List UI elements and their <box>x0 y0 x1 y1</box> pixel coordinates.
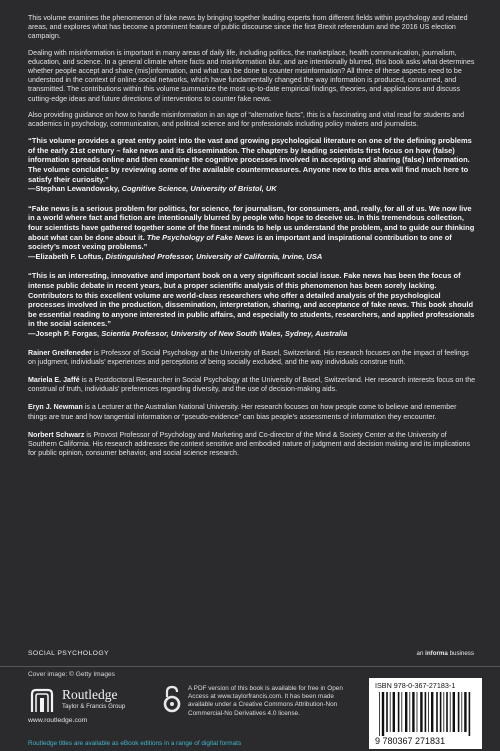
endorsement-attribution <box>28 184 476 194</box>
blurb-paragraph: This volume examines the phenomenon of fake news by bringing together leading experts from different fields within psychology and related areas, and explores what has become a prominent feature of public discourse since the first Brexit referendum and the 2016 US election campaign. <box>28 14 468 41</box>
publisher-group: Taylor & Francis Group <box>62 703 126 710</box>
endorser-role: Distinguished Professor, University of California, Irvine, USA <box>105 251 323 261</box>
barcode-bar <box>401 692 402 732</box>
endorser-role: Scientia Professor, University of New South Wales, Sydney, Australia <box>101 328 348 338</box>
endorsement <box>28 271 476 338</box>
endorsement-text: “Fake news is a serious problem for politics, for science, for journalism, for consumers, and, really, for all of us. We now live in a world where fact and fiction are intentionally blurred by people who hope to deceive us. In this tremendous collection, four scientists have gathered together some of the finest minds to help us understand the problem, and to guide our thinking about what can be done about it. The Psychology of Fake News is an important and inspirational contribution to one of society’s most vexing problems.” <box>28 203 475 252</box>
barcode-bar <box>428 692 429 732</box>
book-title: The Psychology of Fake News <box>146 232 255 242</box>
endorser-name: —Stephan Lewandowsky, <box>28 184 122 194</box>
editor-name: Norbert Schwarz <box>28 430 85 439</box>
subject-category: SOCIAL PSYCHOLOGY <box>28 650 109 657</box>
barcode-bar <box>461 692 462 732</box>
editor-bio-text: is Provost Professor of Psychology and Marketing and Co-director of the Mind & Society Center at the University of Southern California. His research addresses the context sensitive and embodied nature of judgment and decision making and its implications for public opinion, consumer behavior, and social science research. <box>28 430 471 458</box>
barcode-bar <box>436 692 438 732</box>
barcode-bar <box>382 692 384 736</box>
blurb <box>28 14 476 129</box>
barcode-bar <box>469 692 471 736</box>
routledge-logo-icon <box>28 686 58 716</box>
endorsement-attribution <box>28 252 476 262</box>
endorsement-text: “This volume provides a great entry point into the vast and growing psychological literature on one of the defining problems of the early 21st century – fake news and its dissemination. The chapters by leading scientists first focus on how (false) information spreads online and then examine the cognitive processes involved in accepting and sharing (false) information. The volume concludes by reviewing some of the available countermeasures. Anyone new to this area will find much here to satisfy their curiosity.” <box>28 136 472 184</box>
isbn-barcode <box>369 678 482 749</box>
barcode-bar <box>443 692 444 732</box>
barcode-bar <box>440 692 442 732</box>
barcode-bar <box>431 692 433 732</box>
endorser-name: —Joseph P. Forgas, <box>28 328 102 338</box>
editor-name: Rainer Greifeneder <box>28 348 92 357</box>
barcode-bar <box>405 692 407 732</box>
editor-bio <box>28 349 476 367</box>
barcode-bar <box>446 692 448 732</box>
blurb-paragraph: Also providing guidance on how to handle misinformation in an age of “alternative facts”, this is a fascinating and vital read for students and academics in psychology, communication, and political science and for professionals including policy makers and journalists. <box>28 110 465 129</box>
barcode-bar <box>379 692 380 736</box>
informa-brand: informa <box>425 650 448 657</box>
barcode-bar <box>409 692 410 732</box>
publisher-name: Routledge <box>62 687 118 702</box>
barcode-bar <box>417 692 418 732</box>
open-access-notice: A PDF version of this book is available for free in Open Access at www.taylorfrancis.com. It has been made available under a Creative Commons Attribution-Non Commercial-No Derivatives 4.0 license. <box>188 685 343 717</box>
barcode-digits: 9 780367 271831 <box>375 736 446 746</box>
barcode-graphic <box>375 692 476 746</box>
barcode-bar <box>450 692 451 732</box>
barcode-bar <box>420 692 422 732</box>
endorsement-text: “This is an interesting, innovative and important book on a very significant social issue. Fake news has been the focus of intense public debate in recent years, but a proper scientific analysis of this phenomenon has been sorely lacking. Contributors to this excellent volume are world-class researchers who offer a detailed analysis of the psychological processes involved in the production, dissemination, interpretation, sharing, and acceptance of fake news. This book should be essential reading to anyone interested in public affairs, and especially to students, researchers, and applied professionals in the social sciences.” <box>28 271 475 329</box>
barcode-bar <box>425 692 427 732</box>
barcode-bar <box>412 692 414 732</box>
endorsement-attribution <box>28 329 476 339</box>
ebook-notice: Routledge titles are available as eBook editions in a range of digital formats <box>28 740 242 747</box>
barcode-bar <box>398 692 400 732</box>
endorser-name: —Elizabeth F. Loftus, <box>28 251 106 261</box>
publisher-website: www.routledge.com <box>28 717 88 724</box>
blurb-paragraph: Dealing with misinformation is important in many areas of daily life, including politics, the marketplace, health communication, journalism, education, and science. In a general climate where facts and misinformation blur, and are intentionally blurred, this book asks what determines whether people accept and share (mis)information, and what can be done to counter misinformation? All three of these aspects need to be understood in the context of online social networks, which have fundamentally changed the way information is produced, consumed, and transmitted. The contributions within this volume summarize the most up-to-date empirical findings, theories, and applications and discuss cutting-edge ideas and future directions of interventions to counter fake news. <box>28 48 475 103</box>
editor-name: Mariela E. Jaffé <box>28 375 80 384</box>
endorser-role: Cognitive Science, University of Bristol, UK <box>121 184 277 194</box>
isbn-label: ISBN 978-0-367-27183-1 <box>375 681 456 690</box>
editor-name: Eryn J. Newman <box>28 403 83 412</box>
informa-suffix: business <box>447 650 474 657</box>
editor-bio-text: is a Lecturer at the Australian National University. Her research focuses on how people come to believe and remember things are true and how tangential information or “pseudo-evidence” can bias people’s assessments of information they encounter. <box>28 403 457 421</box>
editor-bio <box>28 431 476 459</box>
endorsement <box>28 204 476 262</box>
barcode-bar <box>393 692 395 732</box>
editor-bio-text: is a Postdoctoral Researcher in Social Psychology at the University of Basel, Switzerland. Her research interests focus on the construal of truth, individuals’ preferences regarding diversity, and the use of decision-making aids. <box>28 375 476 394</box>
editor-bio-text: is Professor of Social Psychology at the University of Basel, Switzerland. His research focuses on the impact of feelings on judgment, individuals’ experiences and perceptions of being socially excluded, and the way individuals construe truth. <box>28 348 469 366</box>
informa-prefix: an <box>416 650 426 657</box>
cover-footer <box>0 666 500 751</box>
cover-image-credit: Cover image: © Getty Images <box>28 671 115 678</box>
barcode-bar <box>453 692 455 732</box>
informa-tagline <box>417 650 474 657</box>
barcode-bar <box>458 692 460 732</box>
routledge-logo <box>28 686 124 720</box>
barcode-bar <box>464 692 466 732</box>
cover-content <box>28 14 476 467</box>
editor-bio <box>28 403 476 421</box>
editor-bio <box>28 376 476 394</box>
endorsement <box>28 136 476 194</box>
barcode-bar <box>390 692 391 732</box>
open-access-icon <box>162 685 182 713</box>
barcode-bar <box>386 692 388 732</box>
